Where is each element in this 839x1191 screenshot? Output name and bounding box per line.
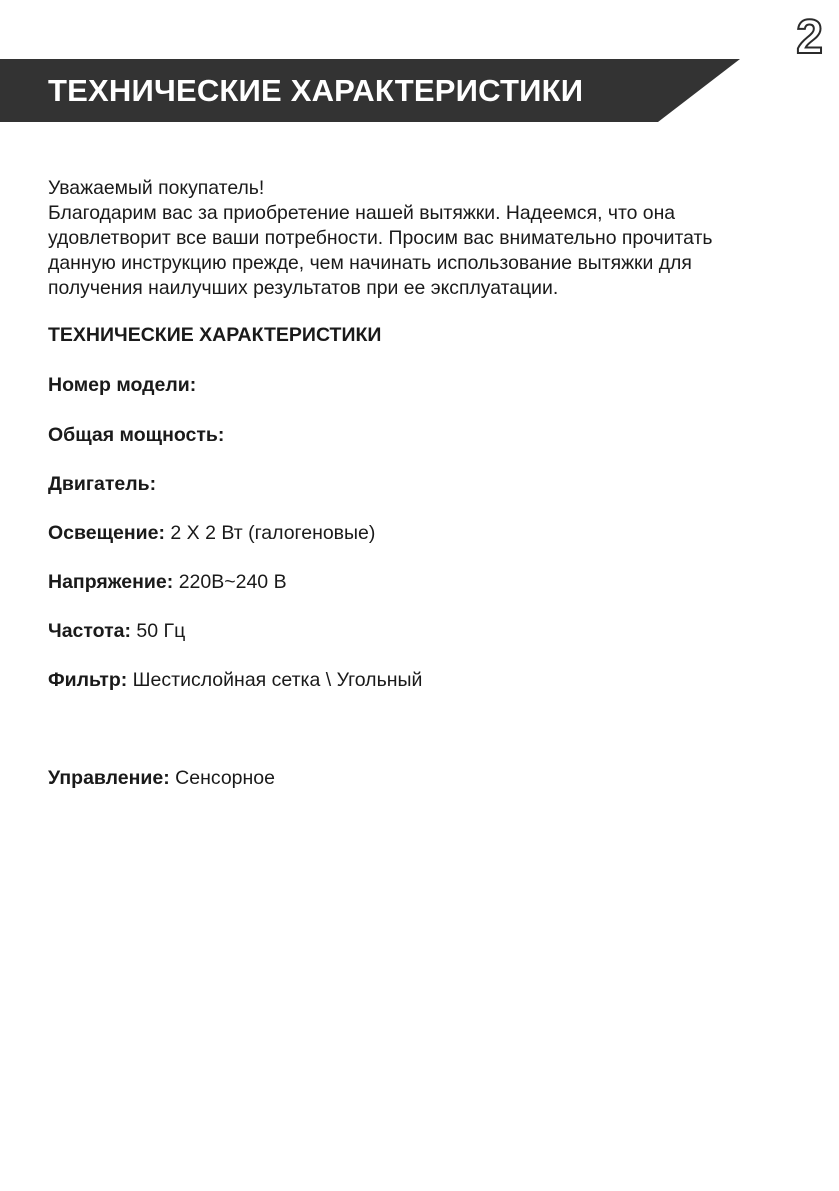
spec-value: Шестислойная сетка \ Угольный — [132, 669, 423, 691]
intro-line: получения наилучших результатов при ее эксплуатации. — [48, 277, 559, 299]
page-number: 2 — [796, 11, 823, 64]
spec-label: Двигатель: — [48, 473, 157, 495]
intro-line: удовлетворит все ваши потребности. Просим вас внимательно прочитать — [48, 227, 713, 249]
spec-frequency — [48, 619, 185, 644]
spec-value: Сенсорное — [175, 767, 275, 789]
intro-line: Уважаемый покупатель! — [48, 177, 265, 199]
spec-motor — [48, 472, 156, 497]
spec-label: Частота: — [48, 620, 131, 642]
intro-line: Благодарим вас за приобретение нашей вытяжки. Надеемся, что она — [48, 202, 676, 224]
page-title: ТЕХНИЧЕСКИЕ ХАРАКТЕРИСТИКИ — [48, 73, 584, 108]
spec-total-power — [48, 423, 224, 448]
intro-line: данную инструкцию прежде, чем начинать использование вытяжки для — [48, 252, 692, 274]
spec-label: Общая мощность: — [48, 424, 225, 446]
header-banner — [0, 59, 740, 122]
spec-filter — [48, 668, 422, 693]
spec-value: 2 Х 2 Вт (галогеновые) — [170, 522, 376, 544]
intro-text — [48, 176, 838, 301]
spec-label: Освещение: — [48, 522, 165, 544]
spec-label: Напряжение: — [48, 571, 174, 593]
spec-value: 220В~240 В — [178, 571, 287, 593]
spec-value: 50 Гц — [136, 620, 186, 642]
section-heading: ТЕХНИЧЕСКИЕ ХАРАКТЕРИСТИКИ — [48, 324, 382, 346]
spec-lighting — [48, 521, 375, 546]
spec-voltage — [48, 570, 287, 595]
spec-label: Номер модели: — [48, 374, 197, 396]
spec-model-number — [48, 373, 196, 398]
spec-control — [48, 766, 275, 791]
spec-label: Управление: — [48, 767, 170, 789]
spec-label: Фильтр: — [48, 669, 128, 691]
